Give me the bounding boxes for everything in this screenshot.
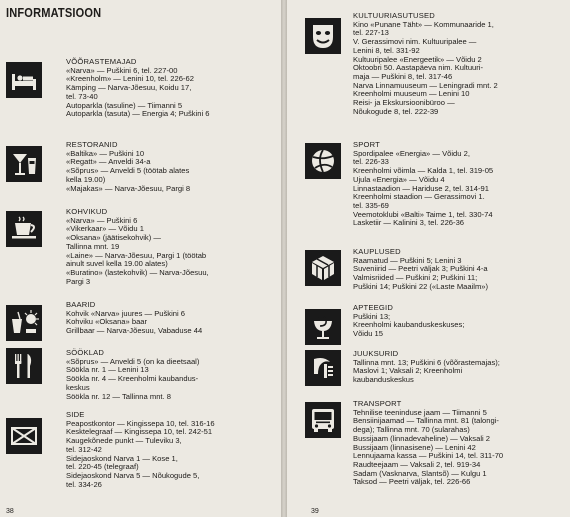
page-number: 39 xyxy=(311,508,319,515)
coffee-cup-icon xyxy=(6,211,42,247)
bar-drink-icon xyxy=(6,305,42,341)
section-accommodation xyxy=(66,58,210,119)
text-line: tel. 220-45 (telegraaf) xyxy=(66,462,139,472)
text-line: Sadam (Vasknarva, Slantsõ) — Kulgu 1 xyxy=(353,468,487,478)
text-line: Raamatud — Puškini 5; Lenini 3 xyxy=(353,255,462,265)
text-line: Kaugekõnede punkt — Tuleviku 3, xyxy=(66,436,182,446)
text-line: tel. 226-33 xyxy=(353,157,389,167)
text-line: maja — Puškini 8, tel. 317-46 xyxy=(353,71,453,81)
hairdresser-icon xyxy=(305,350,341,386)
section-pharmacies xyxy=(353,304,464,339)
left-page xyxy=(0,0,281,517)
text-line: Tehnilise teeninduse jaam — Tiimanni 5 xyxy=(353,407,487,417)
text-line: Söökla nr. 4 — Kreenholmi kaubandus- xyxy=(66,374,199,384)
section-title: SPORT xyxy=(353,140,381,149)
bed-icon xyxy=(6,62,42,98)
text-line: Autoparkla (tasuline) — Tiimanni 5 xyxy=(66,100,183,110)
text-line: Maslovi 1; Vaksali 2; Kreenholmi xyxy=(353,366,463,376)
text-line: Taksod — Peetri väljak, tel. 226-66 xyxy=(353,477,471,487)
volleyball-icon xyxy=(305,143,341,179)
text-line: kella 19.00) xyxy=(66,174,106,184)
text-line: Lenini 8, tel. 331-92 xyxy=(353,45,420,55)
text-line: tel. 335-69 xyxy=(353,200,389,210)
text-line: Kesktelegraaf — Kingissepa 10, tel. 242-51 xyxy=(66,427,213,437)
text-line: Oktoobri 50. Aastapäeva nim. Kultuuri- xyxy=(353,63,484,73)
cocktail-glass-icon xyxy=(6,146,42,182)
text-line: «Laine» — Narva-Jõesuu, Pargi 1 (töötab xyxy=(66,250,207,260)
text-line: «Vikerkaar» — Võidu 1 xyxy=(66,224,144,234)
section-title: SIDE xyxy=(66,410,85,419)
text-line: tel. 334-26 xyxy=(66,479,102,489)
text-line: Kreenholmi muuseum — Lenini 10 xyxy=(353,89,470,99)
section-title: KULTUURIASUTUSED xyxy=(353,11,435,20)
section-canteens xyxy=(66,349,199,401)
section-sport xyxy=(353,141,493,228)
text-line: Tallinna mnt. 13; Puškini 6 (võõrastemajas); xyxy=(353,357,500,367)
section-title: VÕÕRASTEMAJAD xyxy=(66,57,137,66)
text-line: Kreenholmi võimla — Kalda 1, tel. 319-05 xyxy=(353,166,494,176)
theatre-mask-icon xyxy=(305,18,341,54)
section-title: SÖÖKLAD xyxy=(66,348,105,357)
text-line: Tallinna mnt. 19 xyxy=(66,241,120,251)
text-line: Võidu 15 xyxy=(353,329,383,339)
text-line: «Narva» — Puškini 6, tel. 227-00 xyxy=(66,65,178,75)
text-line: keskus xyxy=(66,382,90,392)
section-transport xyxy=(353,400,503,487)
text-line: Bussijaam (linnasisene) — Lenini 42 xyxy=(353,442,476,452)
section-culture xyxy=(353,12,498,116)
text-line: Kreenholmi kaubanduskeskuses; xyxy=(353,320,465,330)
section-title: APTEEGID xyxy=(353,303,393,312)
text-line: «Kreenholm» — Lenini 10, tel. 226-62 xyxy=(66,74,194,84)
text-line: Kohviku «Oksana» baar xyxy=(66,317,148,327)
text-line: dega); Tallinna mnt. 70 (sularahas) xyxy=(353,425,470,435)
section-title: RESTORANID xyxy=(66,140,118,149)
section-hairdressers xyxy=(353,350,500,385)
text-line: Kohvik «Narva» juures — Puškini 6 xyxy=(66,308,186,318)
text-line: Söökla nr. 1 — Lenini 13 xyxy=(66,365,149,375)
text-line: tel. 73-40 xyxy=(66,91,98,101)
section-title: TRANSPORT xyxy=(353,399,402,408)
text-line: Kino «Punane Täht» — Kommunaaride 1, xyxy=(353,19,494,29)
text-line: Sidejaoskond Narva 5 — Nõukogude 5, xyxy=(66,470,200,480)
text-line: Pargi 3 xyxy=(66,276,91,286)
section-post-telecom xyxy=(66,411,215,489)
envelope-icon xyxy=(6,418,42,454)
text-line: Ujula «Energia» — Võidu 4 xyxy=(353,174,445,184)
text-line: «Sõprus» — Anveldi 5 (on ka dieetsaal) xyxy=(66,356,200,366)
text-line: «Regatt» — Anveldi 34-a xyxy=(66,157,151,167)
text-line: Peapostkontor — Kingissepa 10, tel. 316-16 xyxy=(66,418,215,428)
text-line: Autoparkla (tasuta) — Energia 4; Puškini 6 xyxy=(66,109,210,119)
text-line: «Narva» — Puškini 6 xyxy=(66,215,138,225)
text-line: kaubanduskeskus xyxy=(353,375,414,385)
text-line: Bussijaam (linnadevaheline) — Vaksali 2 xyxy=(353,433,491,443)
text-line: Suveniirid — Peetri väljak 3; Puškini 4-a xyxy=(353,264,488,274)
section-title: JUUKSURID xyxy=(353,349,399,358)
pharmacy-snake-icon xyxy=(305,309,341,345)
section-shops xyxy=(353,248,488,292)
page-header: INFORMATSIOON xyxy=(6,5,102,20)
section-cafes xyxy=(66,208,209,286)
right-page xyxy=(287,0,570,517)
text-line: «Sõprus» — Anveldi 5 (töötab alates xyxy=(66,166,190,176)
text-line: «Majakas» — Narva-Jõesuu, Pargi 8 xyxy=(66,183,191,193)
section-restaurants xyxy=(66,141,190,193)
text-line: Lasketiir — Kalinini 3, tel. 226-36 xyxy=(353,218,465,228)
text-line: Puškini 14; Puškini 22 («Laste Maailm») xyxy=(353,281,489,291)
text-line: Narva Linnamuuseum — Leningradi mnt. 2 xyxy=(353,80,498,90)
text-line: Söökla nr. 12 — Tallinna mnt. 8 xyxy=(66,391,171,401)
text-line: Linnastaadion — Hariduse 2, tel. 314-91 xyxy=(353,183,489,193)
cutlery-icon xyxy=(6,348,42,384)
section-bars xyxy=(66,301,202,336)
text-line: tel. 227-13 xyxy=(353,28,389,38)
gift-box-icon xyxy=(305,250,341,286)
text-line: ainult suvel kella 19.00 alates) xyxy=(66,259,168,269)
page-number: 38 xyxy=(6,508,14,515)
text-line: Reisi- ja Ekskursioonibüroo — xyxy=(353,98,455,108)
text-line: Lennujaama kassa — Puškini 14, tel. 311-70 xyxy=(353,451,504,461)
text-line: «Oksana» (jäätisekohvik) — xyxy=(66,233,161,243)
text-line: Bensiinijaamad — Tallinna mnt. 81 (talongi- xyxy=(353,416,499,426)
text-line: Valmisriided — Puškini 2; Puškini 11; xyxy=(353,273,478,283)
section-title: KAUPLUSED xyxy=(353,247,401,256)
text-line: «Buratino» (lastekohvik) — Narva-Jõesuu, xyxy=(66,267,209,277)
text-line: Sidejaoskond Narva 1 — Kose 1, xyxy=(66,453,178,463)
bus-icon xyxy=(305,402,341,438)
text-line: Nõukogude 8, tel. 222-39 xyxy=(353,106,439,116)
text-line: V. Gerassimovi nim. Kultuuripalee — xyxy=(353,37,477,47)
text-line: Raudteejaam — Vaksali 2, tel. 919-34 xyxy=(353,459,481,469)
section-title: KOHVIKUD xyxy=(66,207,108,216)
text-line: tel. 312-42 xyxy=(66,444,102,454)
text-line: Grillbaar — Narva-Jõesuu, Vabaduse 44 xyxy=(66,326,203,336)
text-line: Veemotoklubi «Balti» Taime 1, tel. 330-74 xyxy=(353,209,493,219)
text-line: Kultuuripalee «Energeetik» — Võidu 2 xyxy=(353,54,482,64)
text-line: Spordipalee «Energia» — Võidu 2, xyxy=(353,148,470,158)
text-line: Kreenholmi staadion — Gerassimovi 1. xyxy=(353,192,485,202)
text-line: Kämping — Narva-Jõesuu, Koidu 17, xyxy=(66,83,192,93)
section-title: BAARID xyxy=(66,300,96,309)
text-line: Puškini 13; xyxy=(353,311,391,321)
text-line: «Baltika» — Puškini 10 xyxy=(66,148,145,158)
